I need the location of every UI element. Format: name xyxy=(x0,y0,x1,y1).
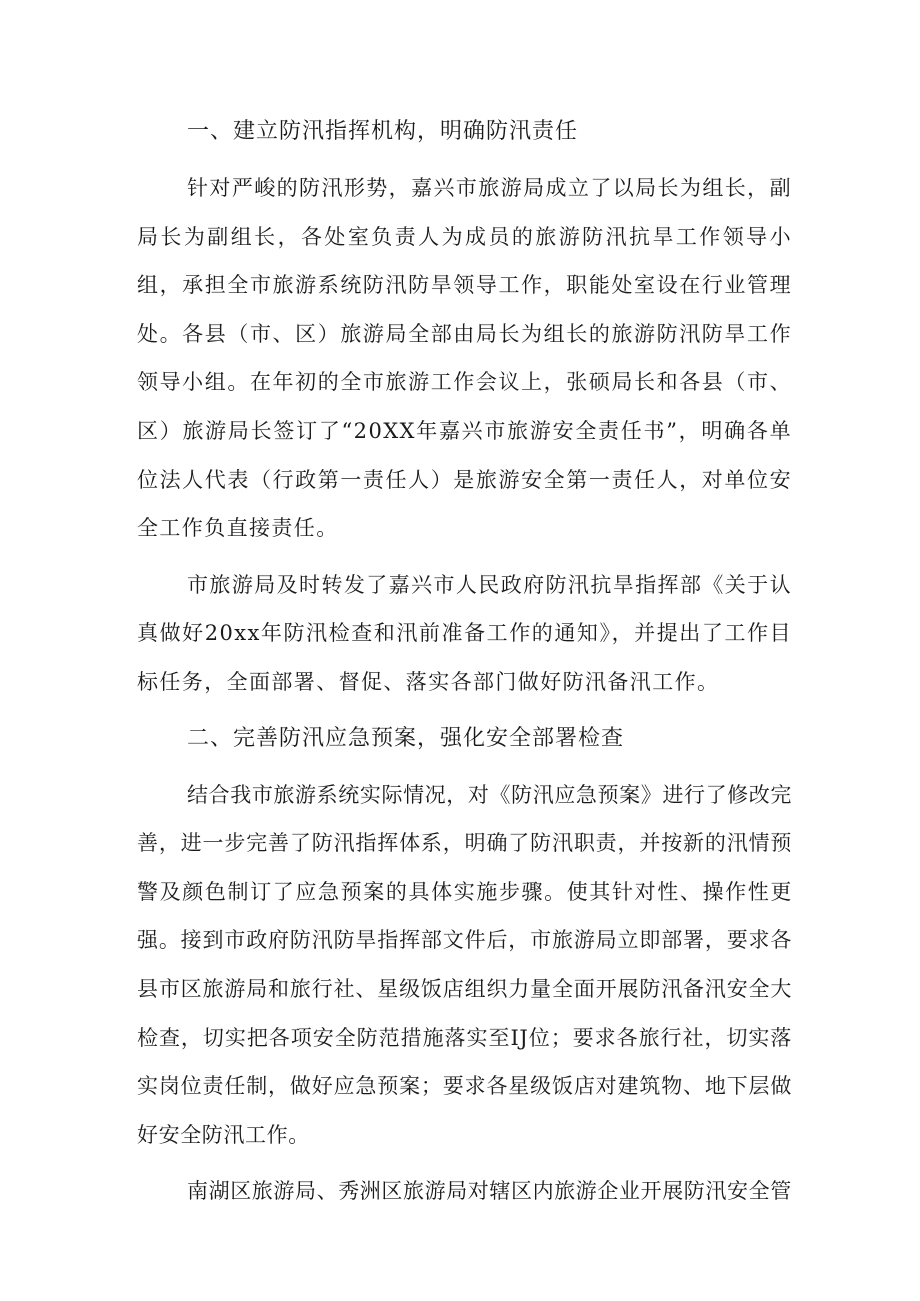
paragraph-4: 南湖区旅游局、秀洲区旅游局对辖区内旅游企业开展防汛安全管 xyxy=(187,1179,792,1204)
paragraph-1: 针对严峻的防汛形势，嘉兴市旅游局成立了以局长为组长，副局长为副组长，各处室负责人为成员的旅游防汛抗旱工作领导小组，承担全市旅游系统防汛防旱领导工作，职能处室设在行业管理处。各县（市、区）旅游局全部由局长为组长的旅游防汛防旱工作领导小组。在年初的全市旅游工作会议上，张硕局长和各县（市、区）旅游局长签订了“20XX年嘉兴市旅游安全责任书”，明确各单位法人代表（行政第一责任人）是旅游安全第一责任人，对单位安全工作负直接责任。 xyxy=(137,176,792,541)
section-heading-1: 一、建立防汛指挥机构，明确防汛责任 xyxy=(187,119,579,144)
paragraph-2: 市旅游局及时转发了嘉兴市人民政府防汛抗旱指挥部《关于认真做好20xx年防汛检查和汛前准备工作的通知》，并提出了工作目标任务，全面部署、督促、落实各部门做好防汛备汛工作。 xyxy=(137,572,792,694)
section-heading-2: 二、完善防汛应急预案，强化安全部署检查 xyxy=(187,725,625,751)
document-body xyxy=(137,108,792,1216)
paragraph-3: 结合我市旅游系统实际情况，对《防汛应急预案》进行了修改完善，进一步完善了防汛指挥体系，明确了防汛职责，并按新的汛情预警及颜色制订了应急预案的具体实施步骤。使其针对性、操作性更强。接到市政府防汛防旱指挥部文件后，市旅游局立即部署，要求各县市区旅游局和旅行社、星级饭店组织力量全面开展防汛备汛安全大检查，切实把各项安全防范措施落实至IJ位；要求各旅行社，切实落实岗位责任制，做好应急预案；要求各星级饭店对建筑物、地下层做好安全防汛工作。 xyxy=(137,782,792,1147)
